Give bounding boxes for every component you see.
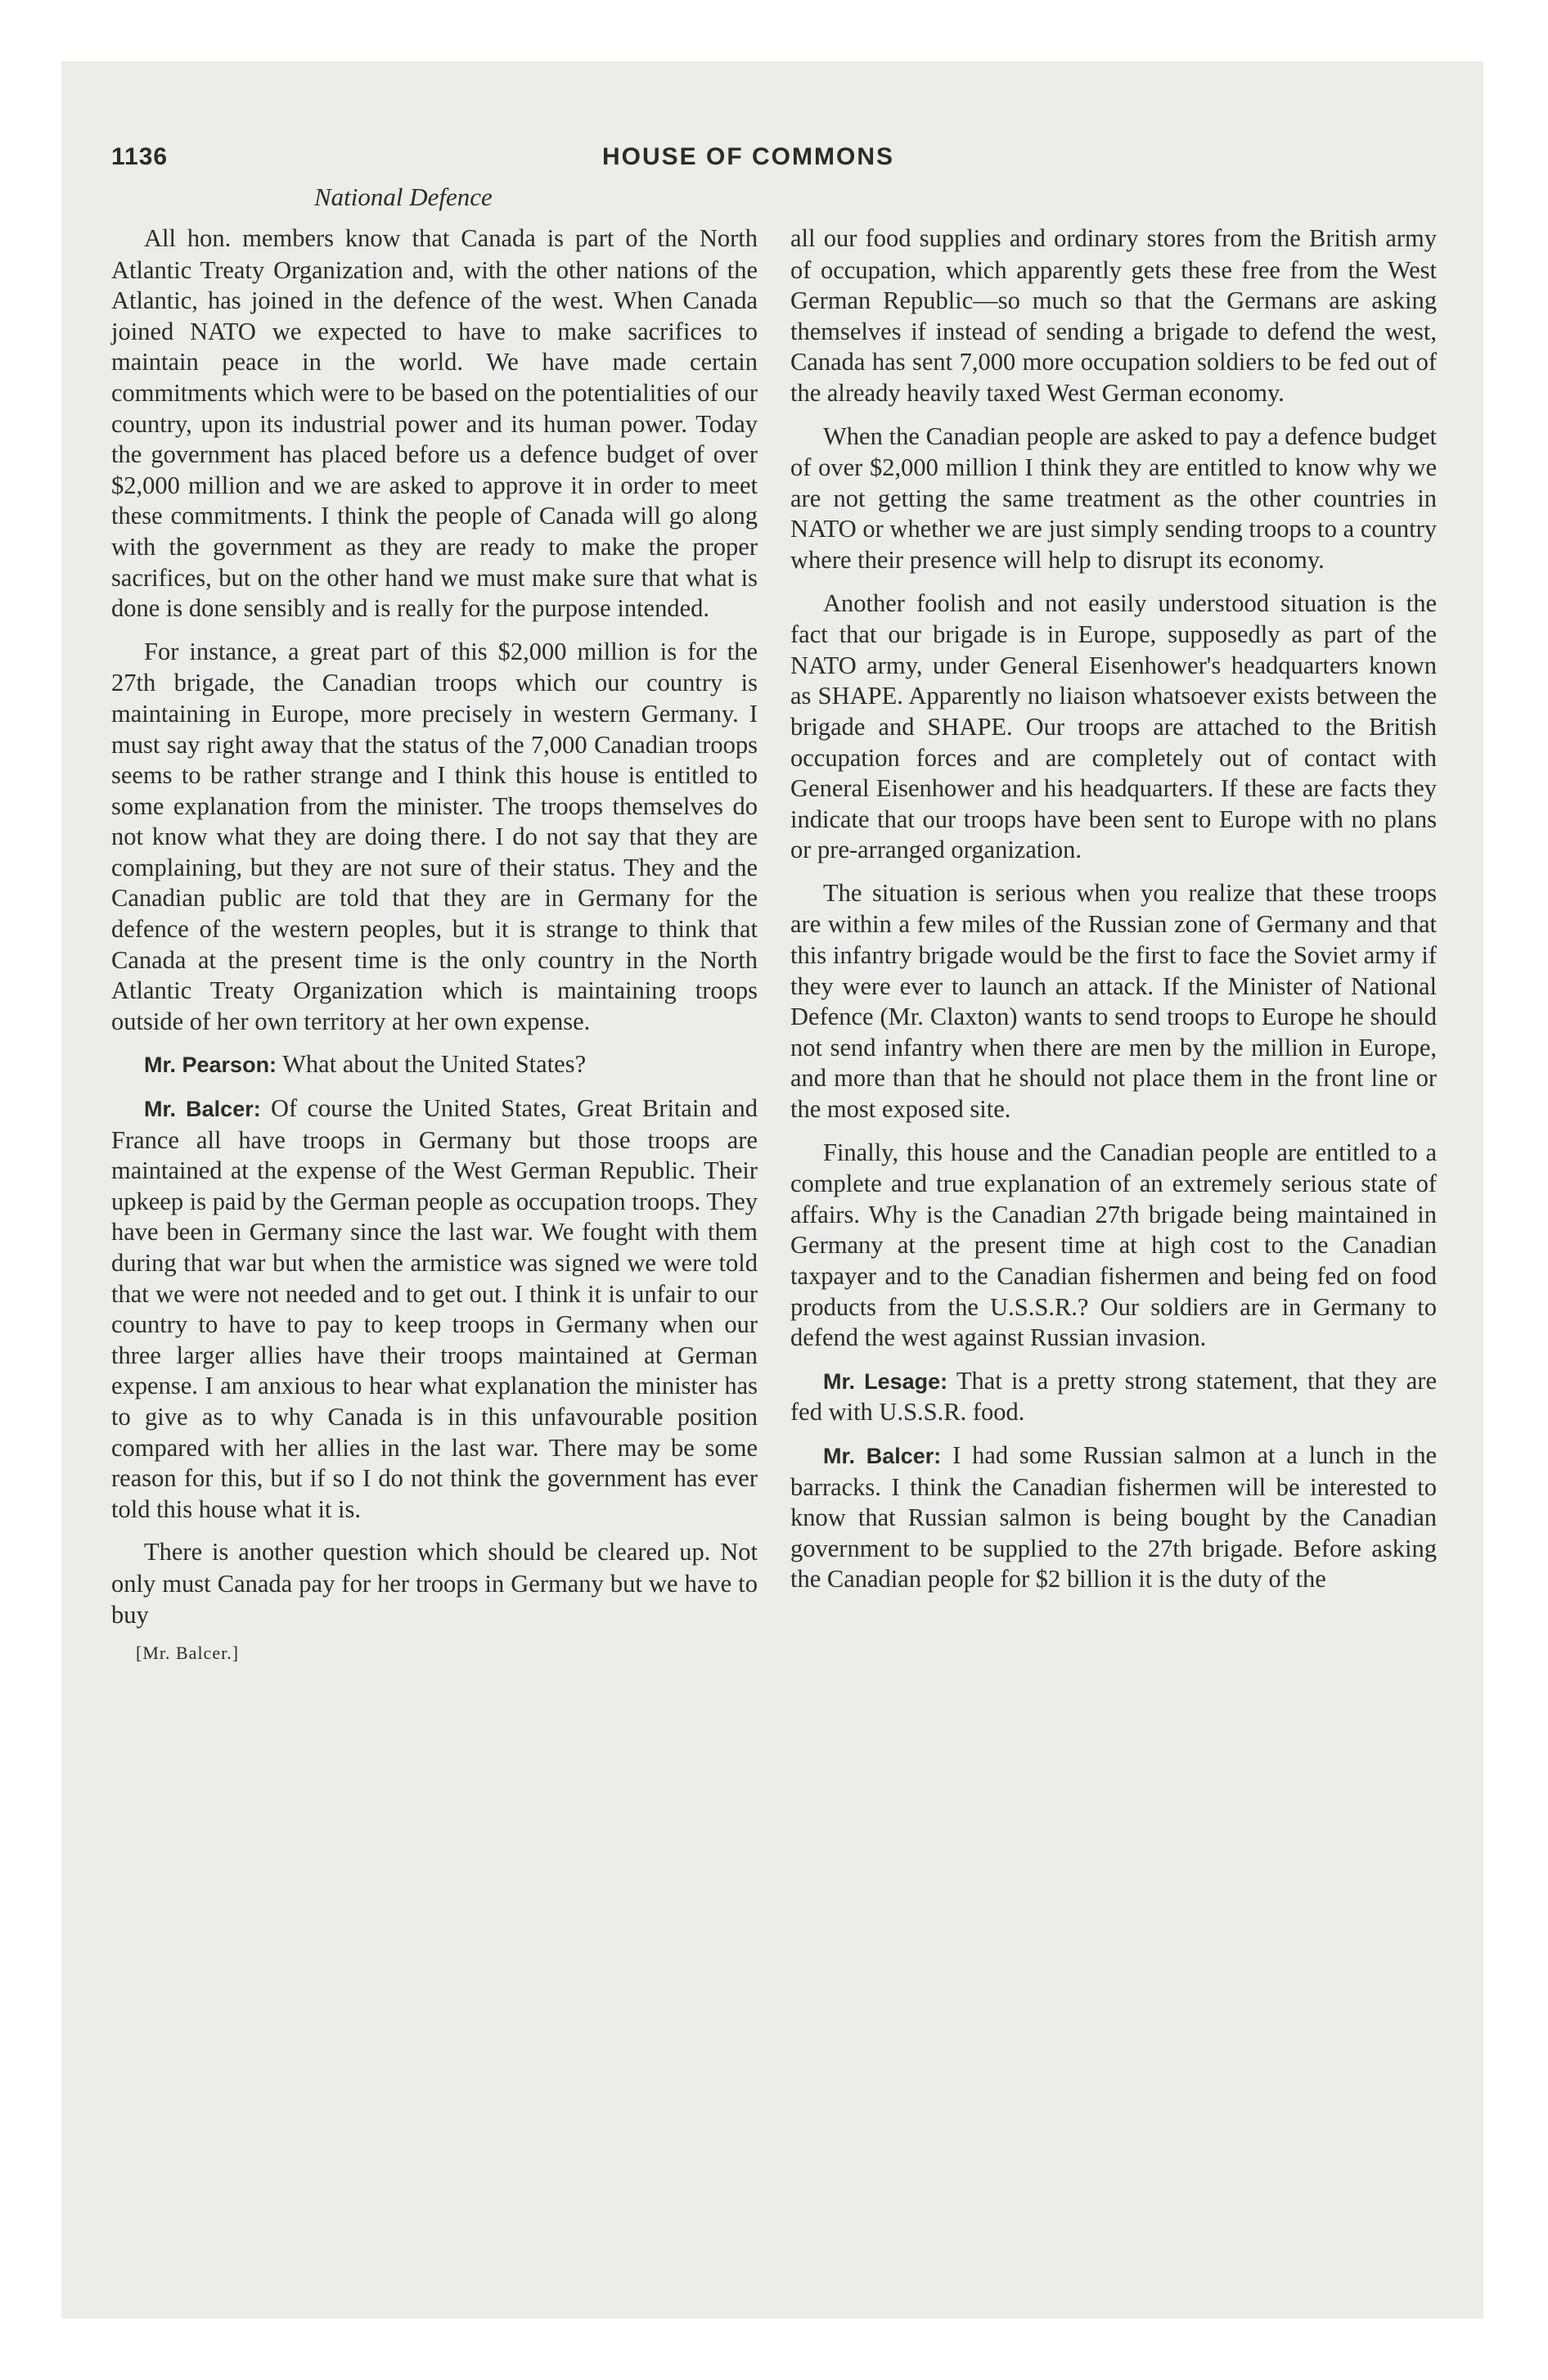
left-column [111,223,758,1664]
speaker-name: Mr. Pearson: [144,1053,277,1078]
chamber-title: HOUSE OF COMMONS [602,143,895,170]
speaker-name: Mr. Lesage: [823,1368,948,1394]
section-title: National Defence [314,183,493,211]
speaker-name: Mr. Balcer: [144,1097,261,1122]
paragraph [790,1366,1437,1428]
paragraph [790,1138,1437,1354]
paragraph-text: Of course the United States, Great Britain and France all have troops in Germany but those troops are maintained at the expense of the West German Republic. Their upkeep is paid by the German people as occupation troops. They have been in Germany since the last war. We fought with them during that war but when the armistice was signed we were told that we were not needed and to get out. I think it is unfair to our country to have to pay to keep troops in Germany when our three larger allies have their troops maintained at German expense. I am anxious to hear what explanation the minister has to give as to why Canada is in this unfavourable position compared with her allies in the last war. There may be some reason for this, but if so I do not think the government has ever told this house what it is. [111,1094,758,1523]
page-number: 1136 [111,143,169,170]
paragraph-text: When the Canadian people are asked to pay a defence budget of over $2,000 million I think they are entitled to know why we are not getting the same treatment as the other countries in NATO or whether we are just simply sending troops to a country where their presence will help to disrupt its economy. [790,421,1437,574]
speaker-attribution: [Mr. Balcer.] [136,1643,240,1664]
paragraph [111,1049,758,1081]
paragraph-text: Finally, this house and the Canadian people are entitled to a complete and true explanation of an extremely serious state of affairs. Why is the Canadian 27th brigade being maintained in Germany at the present time at high cost to the Canadian taxpayer and to the Canadian fishermen and being fed on food products from the U.S.S.R.? Our soldiers are in Germany to defend the west against Russian invasion. [790,1138,1437,1352]
paragraph [790,223,1437,409]
paragraph-text: What about the United States? [282,1050,587,1079]
right-column [790,223,1437,1664]
paragraph [111,223,758,624]
paragraph-text: For instance, a great part of this $2,000 million is for the 27th brigade, the Canadian troops which our country is maintaining in Europe, more precisely in western Germany. I must say right away that the status of the 7,000 Canadian troops seems to be rather strange and I think this house is entitled to some explanation from the minister. The troops themselves do not know what they are doing there. I do not say that they are complaining, but they are not sure of their status. They and the Canadian public are told that they are in Germany for the defence of the western peoples, but it is strange to think that Canada at the present time is the only country in the North Atlantic Treaty Organization which is maintaining troops outside of her own territory at her own expense. [111,637,758,1035]
paragraph-text: The situation is serious when you realize that these troops are within a few miles of the Russian zone of Germany and that this infantry brigade would be the first to face the Soviet army if they were ever to launch an attack. If the Minister of National Defence (Mr. Claxton) wants to send troops to Europe he should not send infantry when there are men by the million in Europe, and more than that he should not place them in the front line or the most exposed site. [790,878,1437,1124]
paragraph-text: All hon. members know that Canada is part of the North Atlantic Treaty Organization and, with the other nations of the Atlantic, has joined in the defence of the west. When Canada joined NATO we expected to have to make sacrifices to maintain peace in the world. We have made certain commitments which were to be based on the potentialities of our country, upon its industrial power and its human power. Today the government has placed before us a defence budget of over $2,000 million and we are asked to approve it in order to meet these commitments. I think the people of Canada will go along with the government as they are ready to make the proper sacrifices, but on the other hand we must make sure that what is done is done sensibly and is really for the purpose intended. [111,224,758,623]
paragraph-text: all our food supplies and ordinary stores from the British army of occupation, which apparently gets these free from the West German Republic—so much so that the Germans are asking themselves if instead of sending a brigade to defend the west, Canada has sent 7,000 more occupation soldiers to be fed out of the already heavily taxed West German economy. [790,224,1437,407]
speaker-name: Mr. Balcer: [823,1443,942,1468]
paragraph [790,878,1437,1125]
paragraph-text: I had some Russian salmon at a lunch in the barracks. I think the Canadian fishermen will be interested to know that Russian salmon is being bought by the Canadian government to be supplied to the 27th brigade. Before asking the Canadian people for $2 billion it is the duty of the [790,1440,1438,1593]
hansard-page [111,143,1438,1664]
two-column-body [111,223,1437,1664]
running-head [111,143,1437,211]
paragraph [790,421,1437,576]
paragraph [111,637,758,1038]
paragraph [111,1093,758,1525]
paragraph [111,1537,758,1630]
paragraph [790,588,1437,866]
paragraph-text: Another foolish and not easily understood situation is the fact that our brigade is in Europe, supposedly as part of the NATO army, under General Eisenhower's headquarters known as SHAPE. Apparently no liaison whatsoever exists between the brigade and SHAPE. Our troops are attached to the British occupation forces and are completely out of contact with General Eisenhower and his headquarters. If these are facts they indicate that our troops have been sent to Europe with no plans or pre-arranged organization. [790,588,1437,864]
paragraph-text: There is another question which should be cleared up. Not only must Canada pay for her troops in Germany but we have to buy [111,1538,758,1629]
paragraph [790,1440,1437,1595]
paragraph-text: That is a pretty strong statement, that they are fed with U.S.S.R. food. [790,1366,1437,1427]
